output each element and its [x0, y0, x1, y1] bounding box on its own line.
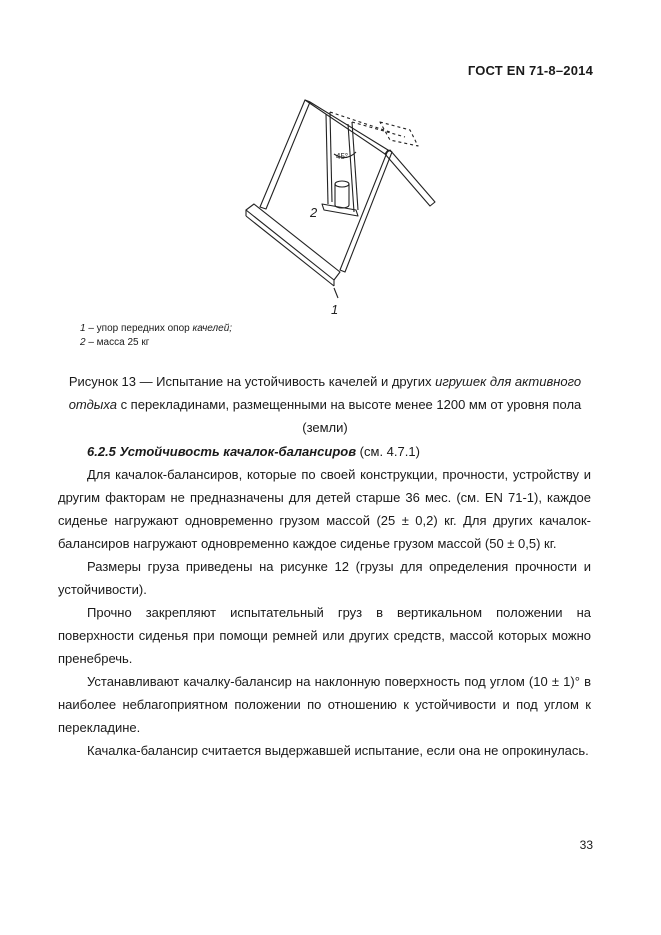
page-number: 33 [579, 838, 593, 852]
left-leg [260, 100, 310, 209]
deflected-rope [352, 122, 405, 137]
callout-1-leader [334, 288, 338, 298]
paragraph: Для качалок-балансиров, которые по своей конструкции, прочности, устройству и другим факторам не предназначены для детей старше 36 мес. (см. EN 71-1), каждое сиденье нагружают одновременно грузом массой (25 ± 0,2) кг. Для других качалок-балансиров нагружают одновременно каждое сиденье грузом массой (50 ± 0,5) кг. [58, 467, 591, 551]
section-title: Устойчивость качалок-балансиров [119, 444, 357, 459]
figure-caption [58, 370, 592, 439]
base-plank [246, 204, 340, 280]
top-beam [305, 100, 388, 154]
legend-text: – масса 25 кг [85, 337, 150, 348]
swing-rope [326, 114, 328, 204]
callout-2: 2 [310, 205, 318, 220]
page-header-standard-code: ГОСТ EN 71-8–2014 [467, 63, 593, 78]
legend-item [80, 336, 232, 350]
legend-text: – упор передних опор [85, 323, 193, 334]
test-mass-top [335, 181, 349, 187]
tilted-brace [385, 150, 435, 206]
base-plank-edge [246, 216, 334, 286]
right-leg [340, 150, 392, 272]
swing-seat [322, 204, 358, 216]
callout-1: 1 [331, 302, 339, 317]
paragraph: Размеры груза приведены на рисунке 12 (грузы для определения прочности и устойчивости). [58, 559, 591, 597]
figure-legend [80, 322, 232, 350]
legend-text-italic: качелей; [192, 323, 233, 334]
section-body [58, 463, 591, 762]
angle-label: 45° [336, 152, 349, 161]
legend-number: 2 [80, 337, 86, 348]
caption-text: Рисунок 13 — Испытание на устойчивость качелей и других [68, 374, 436, 389]
paragraph: Качалка-балансир считается выдержавшей испытание, если она не опрокинулась. [87, 743, 589, 758]
paragraph: Устанавливают качалку-балансир на наклонную поверхность под углом (10 ± 1)° в наиболее неблагоприятном положении по отношению к устойчивости и под углом к перекладине. [58, 674, 591, 735]
deflected-seat [380, 122, 418, 146]
legend-number: 1 [80, 323, 86, 334]
section-number: 6.2.5 [87, 444, 116, 459]
section-reference: (см. 4.7.1) [356, 444, 420, 459]
test-mass-body [335, 184, 349, 208]
swing-rope [330, 112, 332, 202]
legend-item [80, 322, 232, 336]
swing-frame-drawing [230, 92, 450, 322]
swing-stability-figure [230, 92, 450, 322]
caption-text: с перекладинами, размещенными на высоте менее 1200 мм от уровня пола (земли) [116, 397, 582, 435]
paragraph: Прочно закрепляют испытательный груз в вертикальном положении на поверхности сиденья при помощи ремней или других средств, массой которых можно пренебречь. [58, 605, 591, 666]
section-heading [87, 444, 420, 459]
caption-text-italic: игрушек для активного отдыха [68, 374, 582, 412]
